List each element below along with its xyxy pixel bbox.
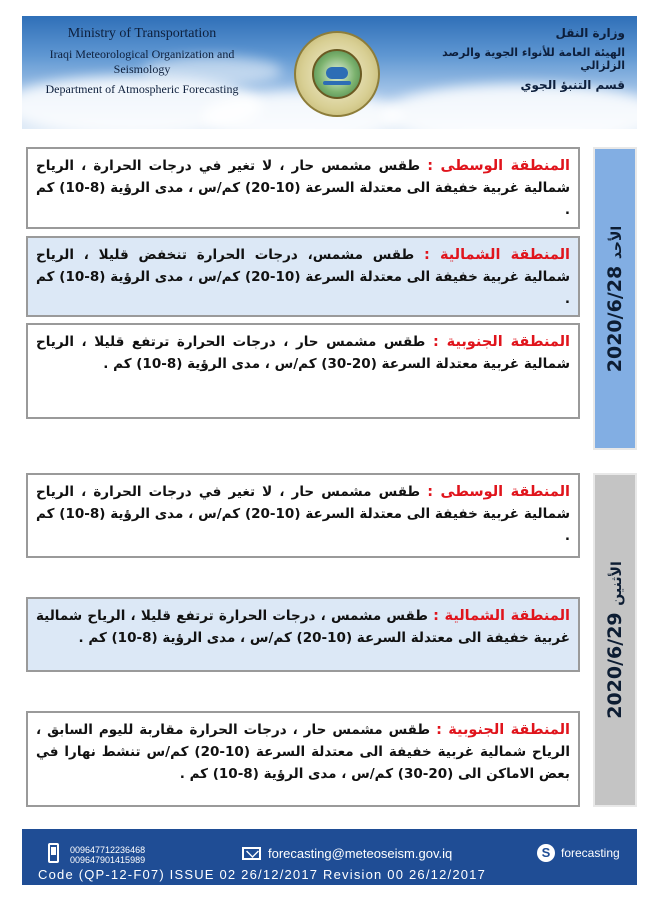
date-panel-day2: [593, 473, 637, 807]
forecast-text: طقس مشمس ، درجات الحرارة ترتفع قليلا ، الرياح شمالية غربية خفيفة الى معتدلة السرعة (10-20) كم/س ، مدى الرؤية (8-10) كم .: [36, 608, 570, 646]
region-label: المنطقة الشمالية :: [424, 247, 570, 263]
date-text: 2020/6/28: [604, 265, 626, 372]
forecast-day2-central: [26, 473, 580, 558]
phone-number-2: 009647901415989: [70, 855, 146, 865]
region-label: المنطقة الوسطى :: [427, 484, 570, 500]
forecast-text: طقس مشمس حار ، درجات الحرارة مقاربة لليوم السابق ، الرياح شمالية غربية خفيفة الى معتدلة السرعة (10-20) كم/س تنشط نهارا في بعض الاماكن الى (20-30) كم/س ، مدى الرؤية (8-10) كم .: [36, 722, 570, 782]
forecast-day1-north: [26, 236, 580, 317]
skype-icon: S: [537, 844, 555, 862]
date-panel-day1: [593, 147, 637, 450]
document-code-line: Code (QP-12-F07) ISSUE 02 26/12/2017 Revision 00 26/12/2017: [38, 867, 487, 882]
forecast-text: طقس مشمس، درجات الحرارة تنخفض قليلا ، الرياح شمالية غربية خفيفة الى معتدلة السرعة (10-20) كم/س ، مدى الرؤية (8-10) كم .: [36, 247, 570, 307]
email-address[interactable]: forecasting@meteoseism.gov.iq: [268, 846, 453, 861]
mobile-phone-icon: [48, 843, 59, 863]
date-text: 2020/6/29: [604, 612, 626, 719]
forecast-day2-north: [26, 597, 580, 672]
forecast-day1-south: [26, 323, 580, 419]
organization-name-ar: الهيئة العامة للأنواء الجوية والرصد الزلزالي: [442, 46, 625, 72]
region-label: المنطقة الجنوبية :: [436, 722, 571, 738]
region-label: المنطقة الوسطى :: [427, 158, 570, 174]
footer-bar: [22, 829, 637, 885]
region-label: المنطقة الشمالية :: [433, 608, 570, 624]
date-label-day2: [604, 561, 626, 719]
header-english: [22, 26, 262, 97]
header-banner: [22, 16, 637, 129]
header-arabic: [425, 26, 625, 92]
skype-handle[interactable]: forecasting: [561, 846, 620, 860]
weekday-text: الأثنين: [609, 561, 625, 606]
envelope-icon: [242, 847, 261, 860]
forecast-day1-central: [26, 147, 580, 229]
organization-name-en: Iraqi Meteorological Organization and Seismology: [49, 47, 235, 76]
forecast-day2-south: [26, 711, 580, 807]
department-name-ar: قسم التنبؤ الجوي: [520, 78, 625, 92]
ministry-name-ar: وزارة النقل: [555, 26, 625, 40]
ministry-name-en: Ministry of Transportation: [67, 26, 217, 41]
forecast-text: طقس مشمس حار ، لا تغير في درجات الحرارة ، الرياح شمالية غربية خفيفة الى معتدلة السرعة (10-20) كم/س ، مدى الرؤية (8-10) كم .: [36, 158, 570, 218]
department-name-en: Department of Atmospheric Forecasting: [45, 82, 239, 96]
phone-numbers: [70, 845, 145, 865]
forecast-text: طقس مشمس حار ، درجات الحرارة ترتفع قليلا ، الرياح شمالية غربية معتدلة السرعة (20-30) كم/س ، مدى الرؤية (8-10) كم .: [36, 334, 570, 372]
date-label-day1: [604, 225, 626, 371]
region-label: المنطقة الجنوبية :: [432, 334, 570, 350]
weekday-text: الأحد: [609, 225, 625, 259]
forecast-text: طقس مشمس حار ، لا تغير في درجات الحرارة ، الرياح شمالية غربية خفيفة الى معتدلة السرعة (10-20) كم/س ، مدى الرؤية (8-10) كم .: [36, 484, 570, 544]
organization-seal-icon: [294, 31, 380, 117]
phone-number-1: 009647712236468: [70, 845, 146, 855]
